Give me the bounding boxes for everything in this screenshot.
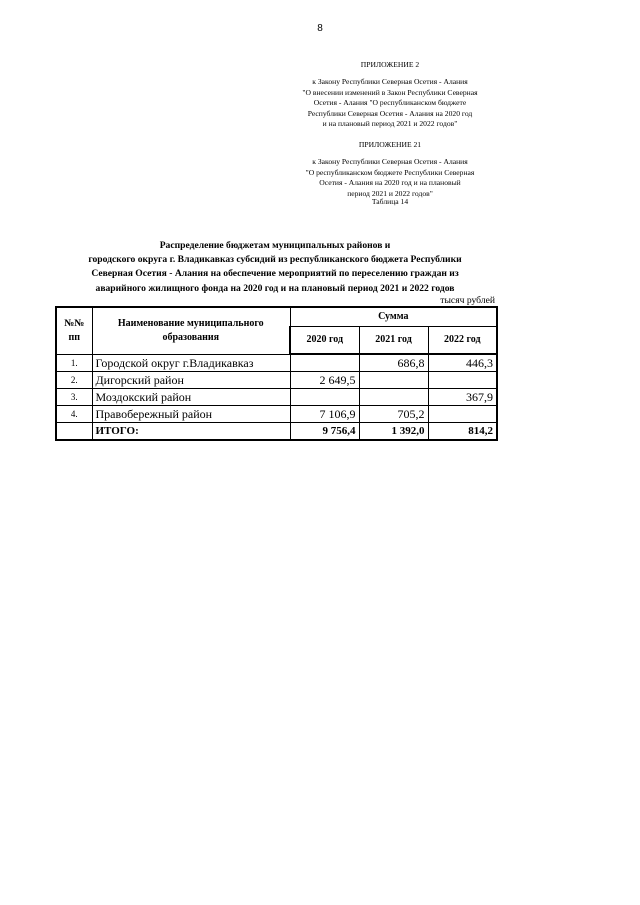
row-name: Моздокский район xyxy=(92,389,290,406)
row-value-2020 xyxy=(290,354,359,372)
appendix-21-line: Осетия - Алания на 2020 год и на плановый xyxy=(319,178,461,188)
row-value-2022 xyxy=(428,406,497,423)
total-value-2022: 814,2 xyxy=(428,423,497,441)
table-row xyxy=(56,406,497,423)
appendix-2-line: и на плановый период 2021 и 2022 годов" xyxy=(322,119,458,129)
appendix-2-block xyxy=(290,60,490,129)
table-row xyxy=(56,372,497,389)
document-heading xyxy=(55,239,495,296)
heading-line: городского округа г. Владикавказ субсидий из республиканского бюджета Республики xyxy=(88,254,462,266)
appendix-2-title: ПРИЛОЖЕНИЕ 2 xyxy=(360,60,420,69)
page-number: 8 xyxy=(317,23,323,34)
row-value-2020 xyxy=(290,389,359,406)
total-row xyxy=(56,423,497,441)
appendix-2-line: Республики Северная Осетия - Алания на 2020 год xyxy=(307,108,473,118)
row-name: Правобережный район xyxy=(92,406,290,423)
row-value-2021 xyxy=(359,389,428,406)
row-number: 1. xyxy=(56,354,92,372)
row-value-2022: 446,3 xyxy=(428,354,497,372)
row-number: 2. xyxy=(56,372,92,389)
appendix-21-block xyxy=(290,140,490,199)
total-value-2021: 1 392,0 xyxy=(359,423,428,441)
col-header-2022: 2022 год xyxy=(428,327,497,355)
col-header-name: Наименование муниципального образования xyxy=(92,307,290,354)
col-header-number: №№ пп xyxy=(56,307,92,354)
col-header-2020: 2020 год xyxy=(290,327,359,355)
total-number xyxy=(56,423,92,441)
table-number: Таблица 14 xyxy=(371,197,409,206)
appendix-21-line: период 2021 и 2022 годов" xyxy=(347,188,433,198)
row-value-2020: 7 106,9 xyxy=(290,406,359,423)
row-value-2020: 2 649,5 xyxy=(290,372,359,389)
appendix-2-line: Осетия - Алания "О республиканском бюджете xyxy=(313,98,467,108)
col-header-sum: Сумма xyxy=(290,307,497,327)
appendix-21-line: к Закону Республики Северная Осетия - Алания xyxy=(312,157,468,167)
row-value-2021: 705,2 xyxy=(359,406,428,423)
row-value-2022 xyxy=(428,372,497,389)
appendix-2-line: "О внесении изменений в Закон Республики Северная xyxy=(302,87,478,97)
table-row xyxy=(56,389,497,406)
table-row xyxy=(56,354,497,372)
row-number: 4. xyxy=(56,406,92,423)
heading-line: аварийного жилищного фонда на 2020 год и на плановый период 2021 и 2022 годов xyxy=(95,282,455,294)
subsidy-table xyxy=(55,306,498,441)
row-value-2021: 686,8 xyxy=(359,354,428,372)
appendix-21-title: ПРИЛОЖЕНИЕ 21 xyxy=(358,140,422,149)
row-value-2021 xyxy=(359,372,428,389)
total-value-2020: 9 756,4 xyxy=(290,423,359,441)
total-label: ИТОГО: xyxy=(92,423,290,441)
unit-label: тысяч рублей xyxy=(440,295,495,306)
heading-line: Северная Осетия - Алания на обеспечение мероприятий по переселению граждан из xyxy=(91,268,459,280)
appendix-2-line: к Закону Республики Северная Осетия - Алания xyxy=(312,77,468,87)
row-name: Городской округ г.Владикавказ xyxy=(92,354,290,372)
row-name: Дигорский район xyxy=(92,372,290,389)
heading-line: Распределение бюджетам муниципальных районов и xyxy=(159,240,391,251)
col-header-2021: 2021 год xyxy=(359,327,428,355)
row-number: 3. xyxy=(56,389,92,406)
appendix-21-line: "О республиканском бюджете Республики Северная xyxy=(305,167,475,177)
row-value-2022: 367,9 xyxy=(428,389,497,406)
